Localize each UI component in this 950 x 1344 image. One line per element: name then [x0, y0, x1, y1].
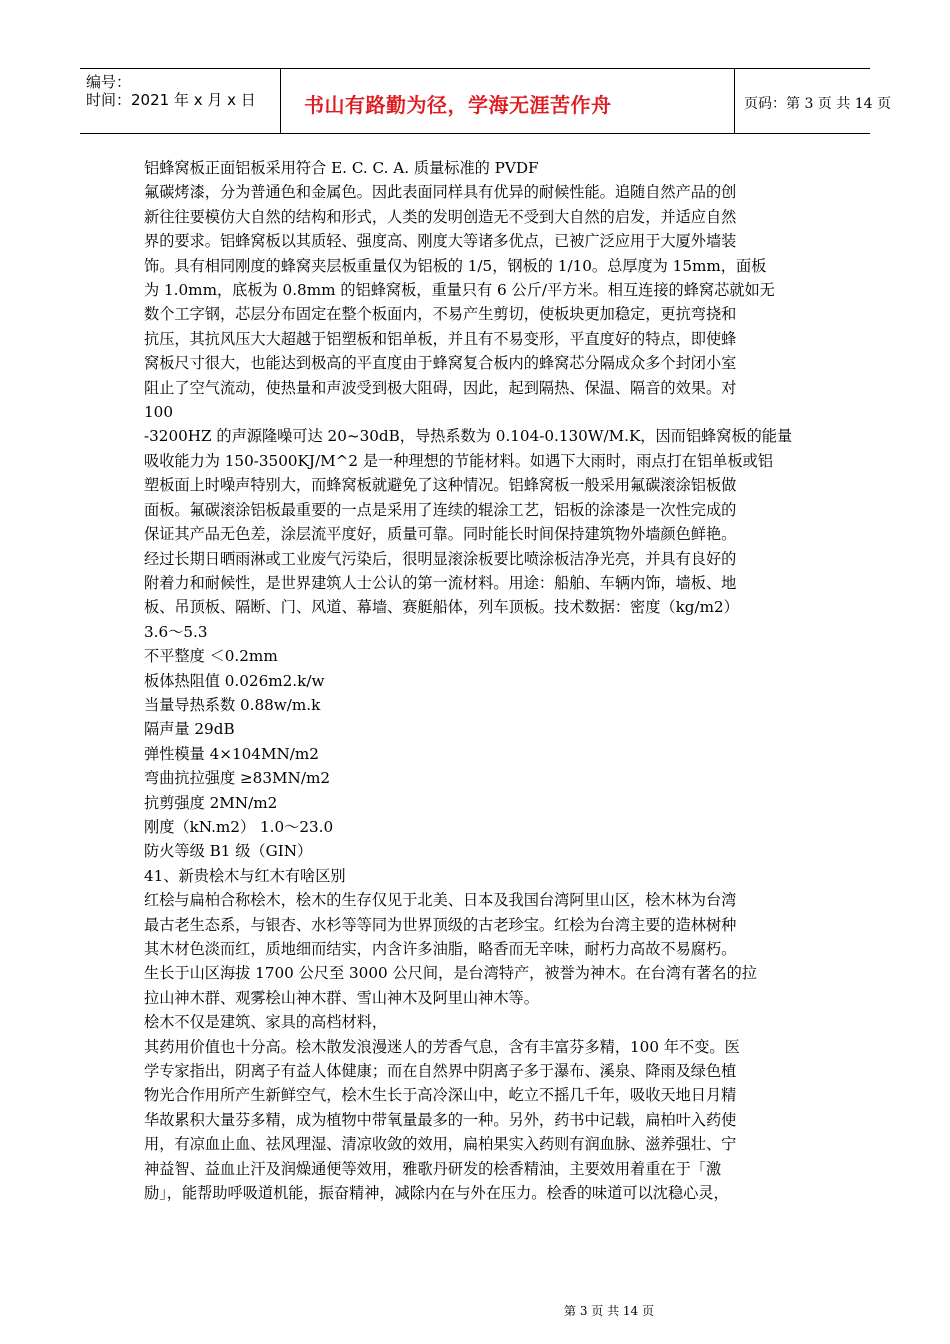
text-line: 板、吊顶板、隔断、门、风道、幕墙、赛艇船体，列车顶板。技术数据：密度（kg/m2） [144, 598, 739, 617]
text-line: 新往往要模仿大自然的结构和形式，人类的发明创造无不受到大自然的启发，并适应自然 [144, 207, 737, 226]
text-line: 抗压，其抗风压大大超越于铝塑板和铝单板，并且有不易变形，平直度好的特点，即使蜂 [144, 329, 737, 348]
text-line: 神益智、益血止汗及润燥通便等效用，雅歌丹研发的桧香精油，主要效用着重在于「激 [144, 1159, 722, 1178]
document-body [144, 156, 812, 1205]
text-line: 拉山神木群、观雾桧山神木群、雪山神木及阿里山神木等。 [144, 988, 539, 1007]
text-line: 抗剪强度 2MN/m2 [144, 793, 278, 812]
text-line: 3.6～5.3 [144, 622, 208, 641]
page-footer: 第 3 页 共 14 页 [564, 1304, 654, 1318]
text-line: 当量导热系数 0.88w/m.k [144, 695, 321, 714]
text-line: 其木材色淡而红，质地细而结实，内含许多油脂，略香而无辛味，耐朽力高故不易腐朽。 [144, 940, 737, 958]
header-number-label: 编号： [86, 73, 132, 91]
text-line: 氟碳烤漆，分为普通色和金属色。因此表面同样具有优异的耐候性能。追随自然产品的创 [144, 183, 737, 202]
text-line: 学专家指出，阴离子有益人体健康；而在自然界中阴离子多于瀑布、溪泉、降雨及绿色植 [144, 1062, 737, 1081]
text-line: 100 [144, 403, 173, 422]
text-line: 窝板尺寸很大，也能达到极高的平直度由于蜂窝复合板内的蜂窝芯分隔成众多个封闭小室 [144, 354, 737, 373]
text-line: 铝蜂窝板正面铝板采用符合 E. C. C. A. 质量标准的 PVDF [144, 159, 539, 177]
text-line: 面板。氟碳滚涂铝板最重要的一点是采用了连续的辊涂工艺，铝板的涂漆是一次性完成的 [144, 500, 737, 519]
text-line: 刚度（kN.m2） 1.0～23.0 [144, 817, 334, 836]
text-line: 励」，能帮助呼吸道机能，振奋精神，减除内在与外在压力。桧香的味道可以沈稳心灵， [144, 1184, 729, 1203]
text-line: 不平整度 ＜0.2mm [144, 647, 278, 666]
text-line: 界的要求。铝蜂窝板以其质轻、强度高、刚度大等诸多优点，已被广泛应用于大厦外墙装 [144, 232, 737, 251]
text-line: 塑板面上时噪声特别大，而蜂窝板就避免了这种情况。铝蜂窝板一般采用氟碳滚涂铝板做 [144, 476, 737, 495]
header-motto-cell [280, 69, 735, 133]
header-page-cell [734, 69, 891, 133]
header-page-label: 页码：第 3 页 共 14 页 [744, 96, 891, 112]
text-line: 附着力和耐候性，是世界建筑人士公认的第一流材料。用途：船舶、车辆内饰，墙板、地 [144, 573, 737, 592]
text-line: 保证其产品无色差，涂层流平度好，质量可靠。同时能长时间保持建筑物外墙颜色鲜艳。 [144, 525, 737, 544]
text-line: 红桧与扁柏合称桧木，桧木的生存仅见于北美、日本及我国台湾阿里山区，桧木林为台湾 [144, 891, 737, 910]
text-line: -3200HZ 的声源隆噪可达 20~30dB，导热系数为 0.104-0.130W/M.K，因而铝蜂窝板的能量 [144, 427, 793, 446]
text-line: 最古老生态系，与银杏、水杉等等同为世界顶级的古老珍宝。红桧为台湾主要的造林树种 [144, 915, 737, 934]
text-line: 经过长期日晒雨淋或工业废气污染后，很明显滚涂板要比喷涂板洁净光亮，并具有良好的 [144, 549, 737, 568]
text-line: 物光合作用所产生新鲜空气，桧木生长于高冷深山中，屹立不摇几千年，吸收天地日月精 [144, 1086, 737, 1105]
text-line: 其药用价值也十分高。桧木散发浪漫迷人的芳香气息，含有丰富芬多精，100 年不变。医 [144, 1037, 740, 1056]
text-line: 饰。具有相同刚度的蜂窝夹层板重量仅为铝板的 1/5，钢板的 1/10。总厚度为 15mm，面板 [144, 256, 767, 275]
text-line: 板体热阻值 0.026m2.k/w [144, 671, 325, 690]
text-line: 阻止了空气流动，使热量和声波受到极大阻碍，因此，起到隔热、保温、隔音的效果。对 [144, 378, 737, 397]
page-header [80, 68, 891, 134]
header-date-label: 时间：2021 年 x 月 x 日 [86, 91, 256, 109]
text-line: 吸收能力为 150-3500KJ/M^2 是一种理想的节能材料。如遇下大雨时，雨点打在铝单板或铝 [144, 451, 773, 470]
text-line: 弯曲抗拉强度 ≥83MN/m2 [144, 769, 331, 788]
text-line: 桧木不仅是建筑、家具的高档材料， [144, 1013, 387, 1032]
header-meta [80, 69, 281, 133]
text-line: 生长于山区海拔 1700 公尺至 3000 公尺间，是台湾特产，被誉为神木。在台湾有著名的拉 [144, 964, 757, 983]
text-line: 用，有凉血止血、祛风理湿、清凉收敛的效用，扁柏果实入药则有润血脉、滋养强壮、宁 [144, 1135, 737, 1154]
header-motto: 书山有路勤为径，学海无涯苦作舟 [304, 93, 612, 117]
text-line: 为 1.0mm，底板为 0.8mm 的铝蜂窝板，重量只有 6 公斤/平方米。相互连接的蜂窝芯就如无 [144, 281, 775, 300]
text-line: 41、新贵桧木与红木有啥区别 [144, 866, 346, 885]
text-line: 隔声量 29dB [144, 720, 235, 739]
text-line: 华故累积大量芬多精，成为植物中带氧量最多的一种。另外，药书中记载，扁柏叶入药使 [144, 1110, 737, 1129]
text-line: 数个工字钢，芯层分布固定在整个板面内，不易产生剪切，使板块更加稳定，更抗弯挠和 [144, 305, 737, 324]
text-line: 防火等级 B1 级（GIN） [144, 842, 313, 861]
text-line: 弹性模量 4×104MN/m2 [144, 744, 319, 763]
